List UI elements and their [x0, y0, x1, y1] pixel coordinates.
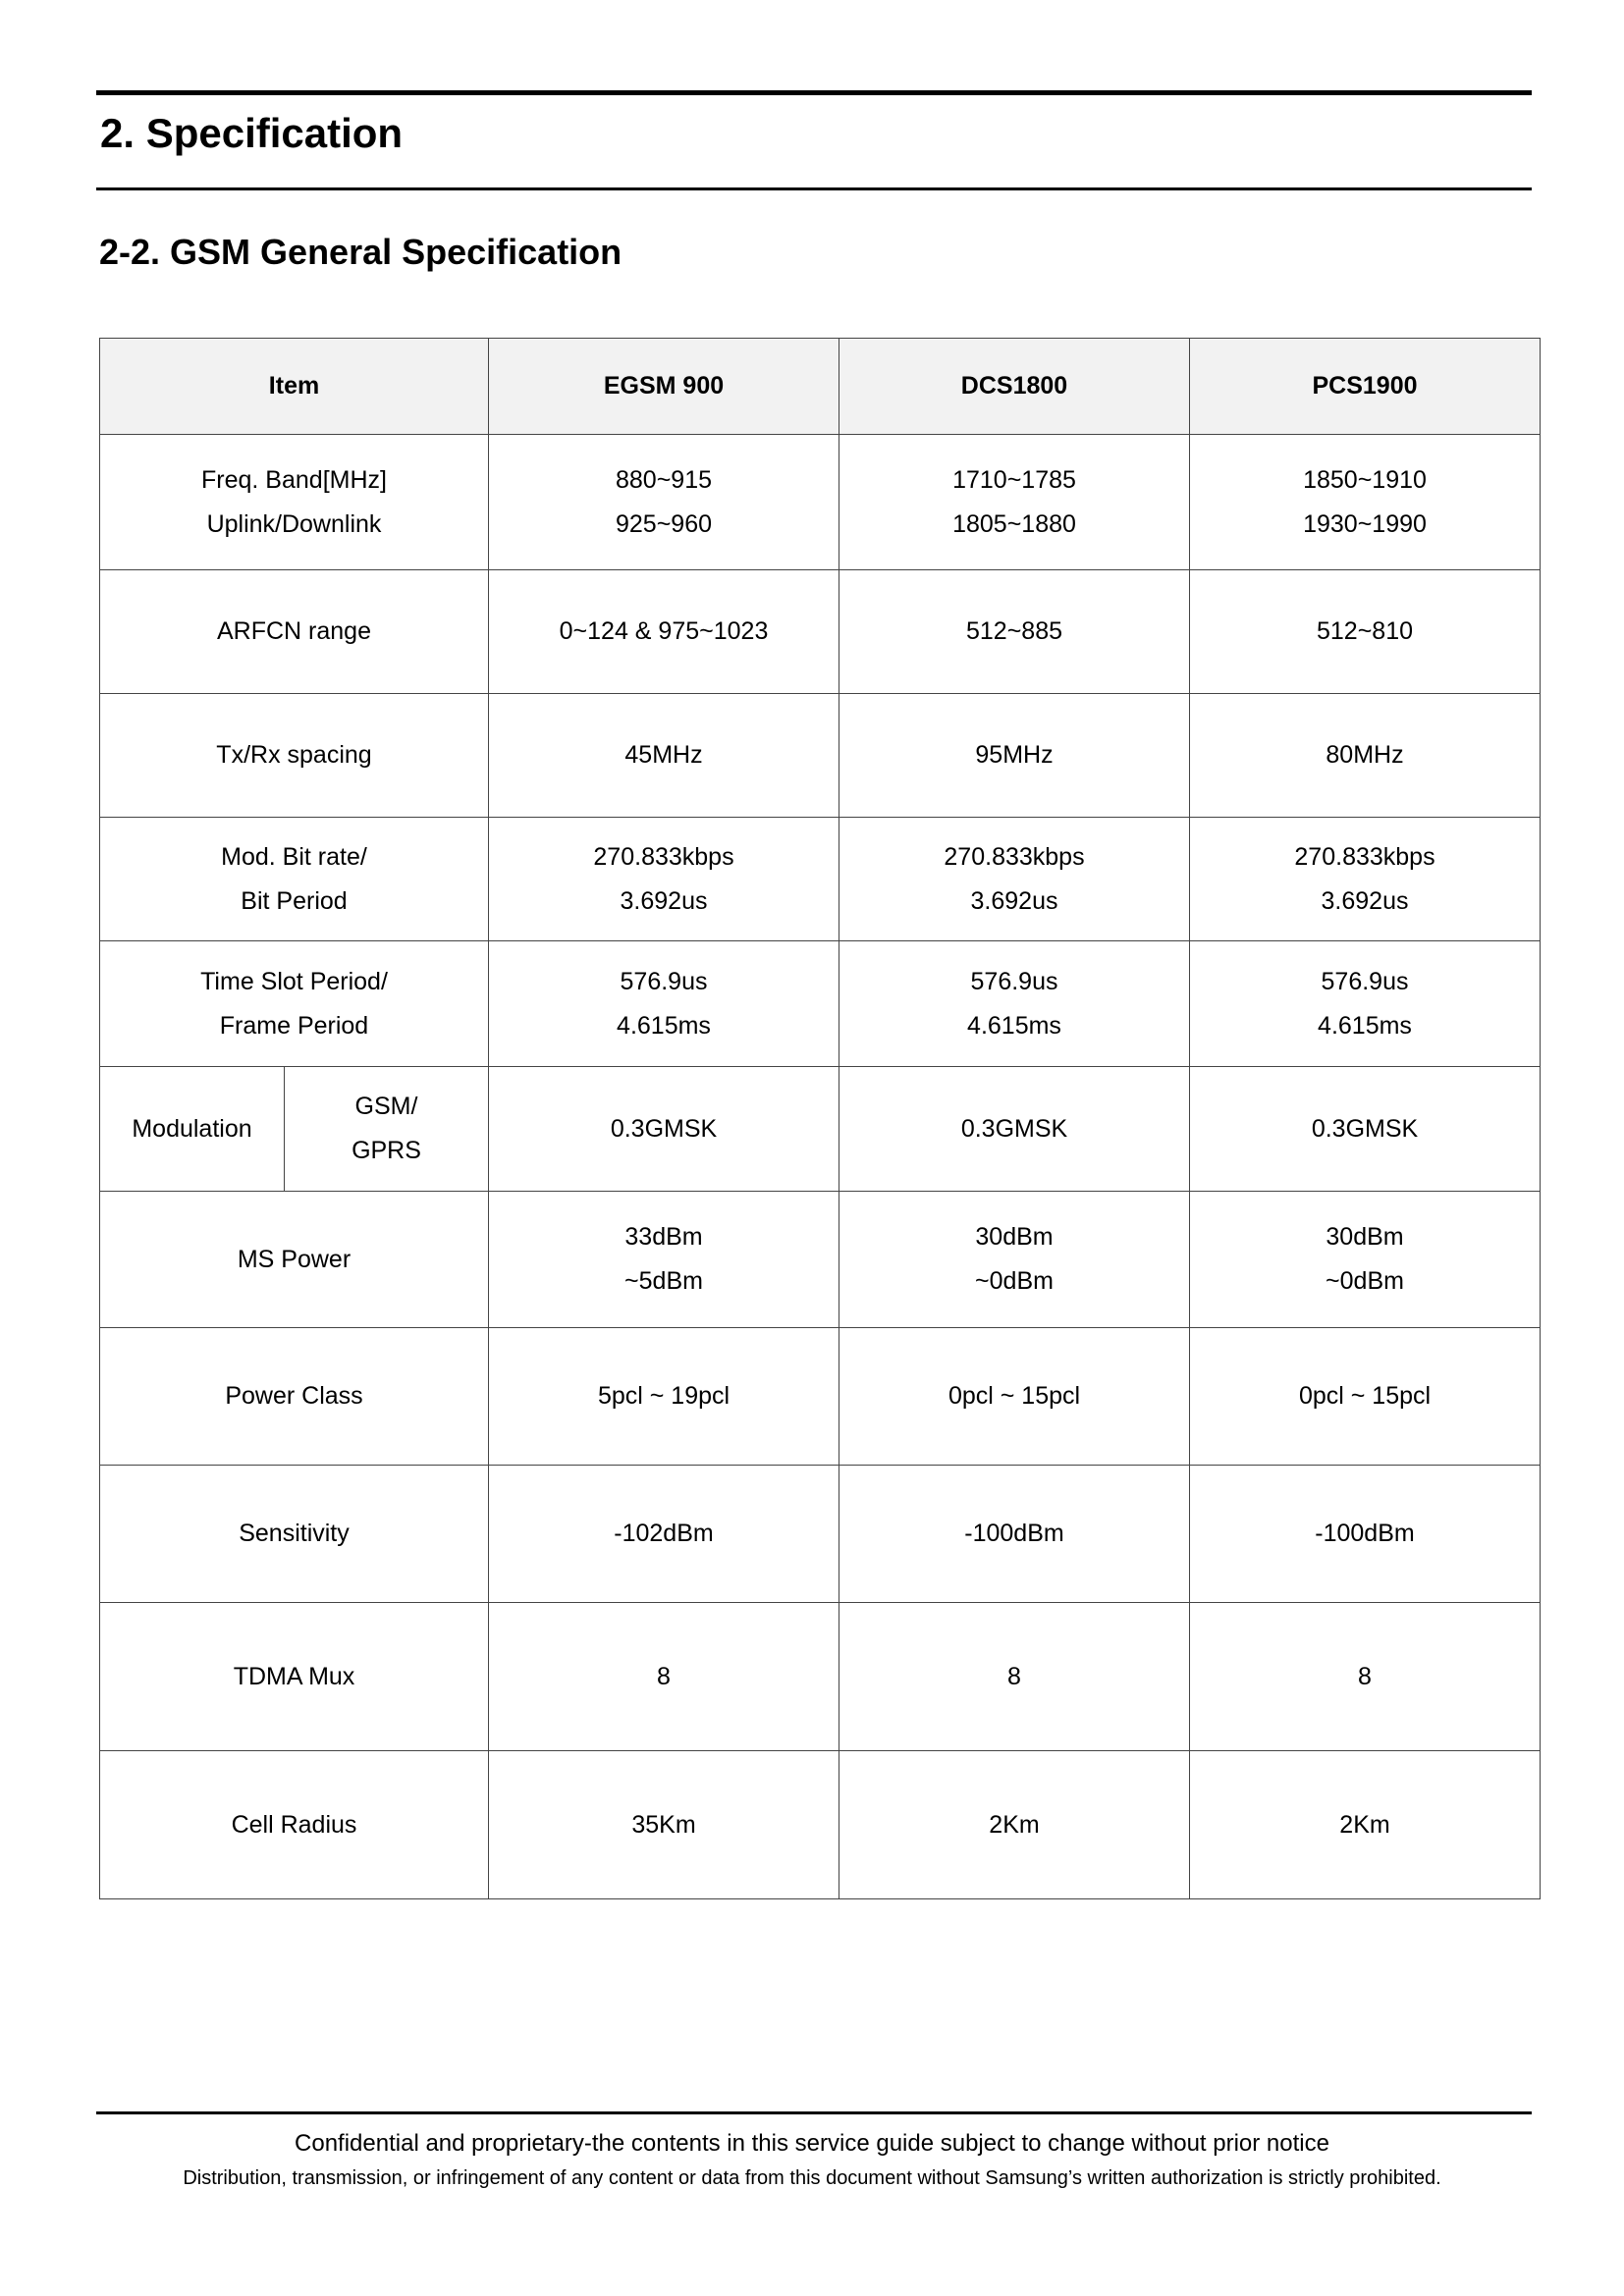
cell-pcs1900: 80MHz: [1190, 694, 1541, 818]
top-rule: [96, 90, 1532, 95]
cell-dcs1800: 0.3GMSK: [839, 1067, 1190, 1192]
table-row: [100, 1192, 1541, 1328]
cell-pcs1900: [1190, 941, 1541, 1067]
row-label: Power Class: [100, 1328, 489, 1466]
row-label-line: Bit Period: [241, 886, 348, 915]
cell-value: 576.9us: [1321, 967, 1409, 995]
cell-egsm900: 35Km: [489, 1751, 839, 1899]
cell-dcs1800: [839, 941, 1190, 1067]
cell-pcs1900: 8: [1190, 1603, 1541, 1751]
table-row: [100, 435, 1541, 570]
cell-pcs1900: 2Km: [1190, 1751, 1541, 1899]
cell-value: 3.692us: [1321, 886, 1409, 915]
header-dcs1800: DCS1800: [839, 339, 1190, 435]
cell-egsm900: 45MHz: [489, 694, 839, 818]
cell-value: 880~915: [615, 465, 713, 494]
cell-value: 1850~1910: [1303, 465, 1427, 494]
cell-dcs1800: 2Km: [839, 1751, 1190, 1899]
cell-egsm900: [489, 435, 839, 570]
table-row: [100, 1751, 1541, 1899]
cell-egsm900: [489, 818, 839, 941]
cell-value: 33dBm: [624, 1223, 703, 1251]
row-label: TDMA Mux: [100, 1603, 489, 1751]
row-label-line: Frame Period: [219, 1011, 369, 1040]
table-row: [100, 570, 1541, 694]
row-label: ARFCN range: [100, 570, 489, 694]
table-row: [100, 694, 1541, 818]
cell-egsm900: 0.3GMSK: [489, 1067, 839, 1192]
row-label: [100, 435, 489, 570]
cell-dcs1800: 0pcl ~ 15pcl: [839, 1328, 1190, 1466]
section-title: 2. Specification: [100, 110, 404, 156]
cell-dcs1800: 512~885: [839, 570, 1190, 694]
cell-pcs1900: 0.3GMSK: [1190, 1067, 1541, 1192]
cell-value: 30dBm: [975, 1223, 1054, 1251]
cell-value: 4.615ms: [617, 1011, 711, 1040]
row-label-line: Freq. Band[MHz]: [201, 465, 387, 494]
cell-egsm900: 8: [489, 1603, 839, 1751]
title-rule: [96, 187, 1532, 190]
cell-value: 1710~1785: [952, 465, 1076, 494]
row-label: Modulation: [100, 1067, 285, 1192]
row-label-line: Uplink/Downlink: [206, 509, 382, 538]
subsection-title: 2-2. GSM General Specification: [99, 232, 623, 272]
cell-value: ~0dBm: [1326, 1267, 1404, 1295]
cell-value: 925~960: [615, 509, 713, 538]
table-row: [100, 1603, 1541, 1751]
cell-egsm900: -102dBm: [489, 1466, 839, 1603]
cell-dcs1800: [839, 1192, 1190, 1328]
header-pcs1900: PCS1900: [1190, 339, 1541, 435]
row-label: Tx/Rx spacing: [100, 694, 489, 818]
cell-value: 576.9us: [970, 967, 1058, 995]
cell-value: 4.615ms: [967, 1011, 1061, 1040]
cell-pcs1900: 0pcl ~ 15pcl: [1190, 1328, 1541, 1466]
cell-value: 1805~1880: [952, 509, 1076, 538]
cell-dcs1800: 8: [839, 1603, 1190, 1751]
cell-pcs1900: -100dBm: [1190, 1466, 1541, 1603]
gsm-spec-table: [99, 338, 1541, 1899]
header-egsm900: EGSM 900: [489, 339, 839, 435]
footer-distribution-notice: Distribution, transmission, or infringement of any content or data from this document without Samsung’s written authorization is strictly prohibited.: [183, 2167, 1441, 2189]
row-sublabel: [285, 1067, 489, 1192]
row-label: Sensitivity: [100, 1466, 489, 1603]
row-sublabel-line: GPRS: [352, 1137, 421, 1164]
cell-value: 270.833kbps: [593, 842, 734, 871]
cell-dcs1800: [839, 435, 1190, 570]
cell-dcs1800: -100dBm: [839, 1466, 1190, 1603]
cell-egsm900: [489, 941, 839, 1067]
cell-value: 4.615ms: [1318, 1011, 1412, 1040]
cell-pcs1900: [1190, 1192, 1541, 1328]
table-row: [100, 818, 1541, 941]
cell-value: 1930~1990: [1303, 509, 1427, 538]
cell-value: 270.833kbps: [944, 842, 1085, 871]
footer-confidential-notice: Confidential and proprietary-the contents in this service guide subject to change without prior notice: [295, 2130, 1329, 2157]
cell-pcs1900: [1190, 818, 1541, 941]
table-row: [100, 941, 1541, 1067]
row-label: [100, 941, 489, 1067]
cell-value: 3.692us: [970, 886, 1058, 915]
table-header-row: [100, 339, 1541, 435]
cell-value: ~0dBm: [975, 1267, 1054, 1295]
cell-value: 30dBm: [1326, 1223, 1404, 1251]
cell-dcs1800: [839, 818, 1190, 941]
row-sublabel-line: GSM/: [354, 1093, 418, 1120]
table-row: [100, 1328, 1541, 1466]
cell-pcs1900: 512~810: [1190, 570, 1541, 694]
row-label: Cell Radius: [100, 1751, 489, 1899]
cell-egsm900: 0~124 & 975~1023: [489, 570, 839, 694]
cell-egsm900: [489, 1192, 839, 1328]
row-label-line: Time Slot Period/: [200, 967, 388, 995]
cell-value: 576.9us: [620, 967, 708, 995]
cell-egsm900: 5pcl ~ 19pcl: [489, 1328, 839, 1466]
cell-value: 270.833kbps: [1294, 842, 1435, 871]
footer-rule: [96, 2111, 1532, 2114]
cell-value: 3.692us: [620, 886, 708, 915]
cell-dcs1800: 95MHz: [839, 694, 1190, 818]
row-label-line: Mod. Bit rate/: [221, 842, 367, 871]
cell-pcs1900: [1190, 435, 1541, 570]
row-label: [100, 818, 489, 941]
table-row: [100, 1466, 1541, 1603]
row-label: MS Power: [100, 1192, 489, 1328]
table-row: [100, 1067, 1541, 1192]
cell-value: ~5dBm: [624, 1267, 703, 1295]
header-item: Item: [100, 339, 489, 435]
